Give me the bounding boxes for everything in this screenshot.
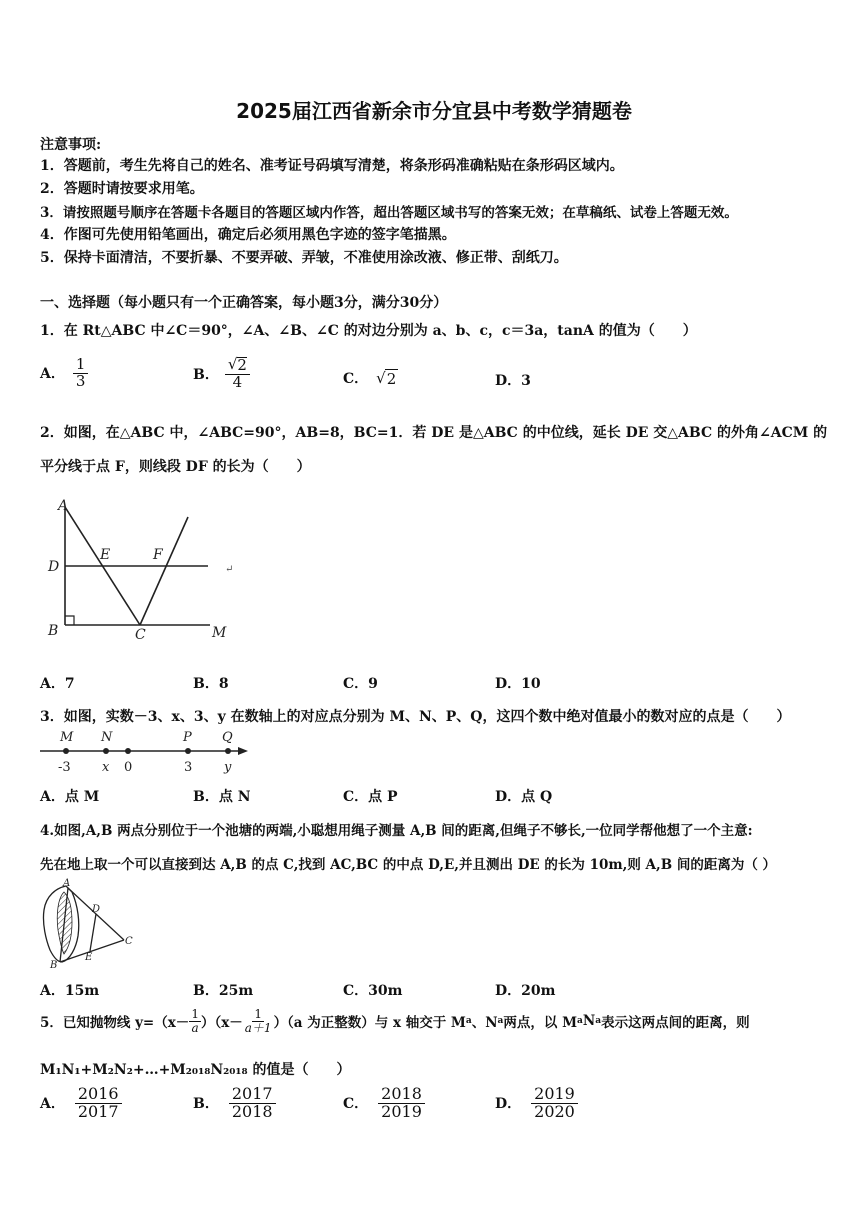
q4-label-c: C — [125, 936, 133, 947]
q2-label-d: D — [48, 559, 60, 575]
q1-option-c: C． √ 2 — [343, 368, 397, 388]
question-5-stem-line1: 5．已知抛物线 y=（x－ $\frac{1}{a}$ ）（x－ $\frac{1}{a+1}$ ）（a 为正整数）与 x 轴交于 M a 、N a 两点，以 M a N a 表示这两点间的距离，则 — [40, 1007, 750, 1035]
q4-figure — [36, 878, 146, 970]
q2-label-m: M — [212, 625, 227, 641]
q3-point-q — [225, 748, 231, 754]
q3-label-p: P — [183, 730, 192, 745]
q2-right-angle-mark — [65, 616, 74, 625]
q3-point-m — [63, 748, 69, 754]
q2-ray-cf — [140, 517, 188, 625]
question-3-stem: 3．如图，实数－3、x、3、y 在数轴上的对应点分别为 M、N、P、Q，这四个数中绝对值最小的数对应的点是（ ） — [40, 709, 791, 725]
q1-option-d: D．3 — [495, 373, 531, 389]
q4-option-b: B．25m — [193, 983, 254, 999]
q3-label-q: Q — [222, 730, 233, 745]
q4-segment-de — [90, 914, 96, 951]
q3-point-p — [185, 748, 191, 754]
notice-heading: 注意事项: — [40, 137, 102, 153]
question-4-stem-line1: 4.如图,A,B 两点分别位于一个池塘的两端,小聪想用绳子测量 A,B 间的距离,但绳子不够长,一位同学帮他想了一个主意: — [40, 823, 753, 839]
q2-figure — [40, 495, 240, 645]
q4-label-e: E — [85, 952, 93, 963]
q4-label-a: A — [63, 878, 71, 889]
q2-option-c: C．9 — [343, 676, 378, 692]
q4-option-c: C．30m — [343, 983, 403, 999]
q5-option-b: B． $\frac{2017}{2018}$ — [193, 1086, 276, 1121]
q3-value-m: -3 — [58, 760, 71, 775]
page-title: 2025届江西省新余市分宜县中考数学猜题卷 — [236, 99, 632, 123]
q3-option-a: A．点 M — [40, 789, 100, 805]
q3-number-line — [38, 727, 258, 775]
q1-option-a: A． $\frac{1}{3}$ — [40, 357, 88, 390]
q2-label-f: F — [153, 547, 163, 563]
q5-option-a: A． $\frac{2016}{2017}$ — [40, 1086, 122, 1121]
section-heading: 一、选择题（每小题只有一个正确答案，每小题3分，满分30分） — [40, 295, 448, 311]
q2-option-d: D．10 — [495, 676, 541, 692]
q2-label-e: E — [100, 547, 111, 563]
question-1-stem: 1．在 Rt△ABC 中∠C＝90°，∠A、∠B、∠C 的对边分别为 a、b、c，c＝3a，tanA 的值为（ ） — [40, 323, 697, 339]
q4-option-a: A．15m — [40, 983, 100, 999]
q2-label-a: A — [58, 498, 69, 514]
q4-label-d: D — [92, 904, 101, 915]
notice-item: 1．答题前，考生先将自己的姓名、准考证号码填写清楚，将条形码准确粘贴在条形码区域内。 — [40, 158, 624, 174]
question-2-stem-line1: 2．如图，在△ABC 中，∠ABC=90°，AB=8，BC=1．若 DE 是△ABC 的中位线，延长 DE 交△ABC 的外角∠ACM 的 — [40, 425, 828, 441]
q2-label-c: C — [135, 627, 146, 643]
q2-return-mark: ↵ — [225, 564, 234, 575]
q1-option-b: B． √ 2 4 — [193, 357, 250, 391]
question-2-stem-line2: 平分线于点 F，则线段 DF 的长为（ ） — [40, 459, 311, 475]
q3-axis-arrow — [238, 747, 248, 755]
q4-option-d: D．20m — [495, 983, 556, 999]
q3-point-n — [103, 748, 109, 754]
question-4-stem-line2: 先在地上取一个可以直接到达 A,B 的点 C,找到 AC,BC 的中点 D,E,并且测出 DE 的长为 10m,则 A,B 间的距离为（ ） — [40, 857, 777, 873]
q3-option-c: C．点 P — [343, 789, 398, 805]
q3-label-m: M — [60, 730, 74, 745]
q3-option-d: D．点 Q — [495, 789, 553, 805]
q5-option-d: D． $\frac{2019}{2020}$ — [495, 1086, 578, 1121]
q3-label-n: N — [101, 730, 113, 745]
notice-item: 4．作图可先使用铅笔画出，确定后必须用黑色字迹的签字笔描黑。 — [40, 227, 456, 243]
q2-label-b: B — [48, 623, 59, 639]
q3-point-zero — [125, 748, 131, 754]
q3-value-p: 3 — [184, 760, 193, 775]
question-5-stem-line2: M₁N₁+M₂N₂+…+M₂₀₁₈N₂₀₁₈ 的值是（ ） — [40, 1062, 351, 1078]
q2-option-a: A．7 — [40, 676, 75, 692]
notice-item: 2．答题时请按要求用笔。 — [40, 181, 204, 197]
notice-item: 5．保持卡面清洁，不要折暴、不要弄破、弄皱，不准使用涂改液、修正带、刮纸刀。 — [40, 250, 568, 266]
q3-value-zero: 0 — [124, 760, 133, 775]
q3-value-q: y — [224, 760, 232, 775]
q5-option-c: C． $\frac{2018}{2019}$ — [343, 1086, 425, 1121]
q2-option-b: B．8 — [193, 676, 229, 692]
notice-item: 3．请按照题号顺序在答题卡各题目的答题区域内作答，超出答题区域书写的答案无效；在草稿纸、试卷上答题无效。 — [40, 205, 738, 221]
q4-label-b: B — [50, 960, 58, 970]
q3-option-b: B．点 N — [193, 789, 251, 805]
q3-value-n: x — [102, 760, 110, 775]
